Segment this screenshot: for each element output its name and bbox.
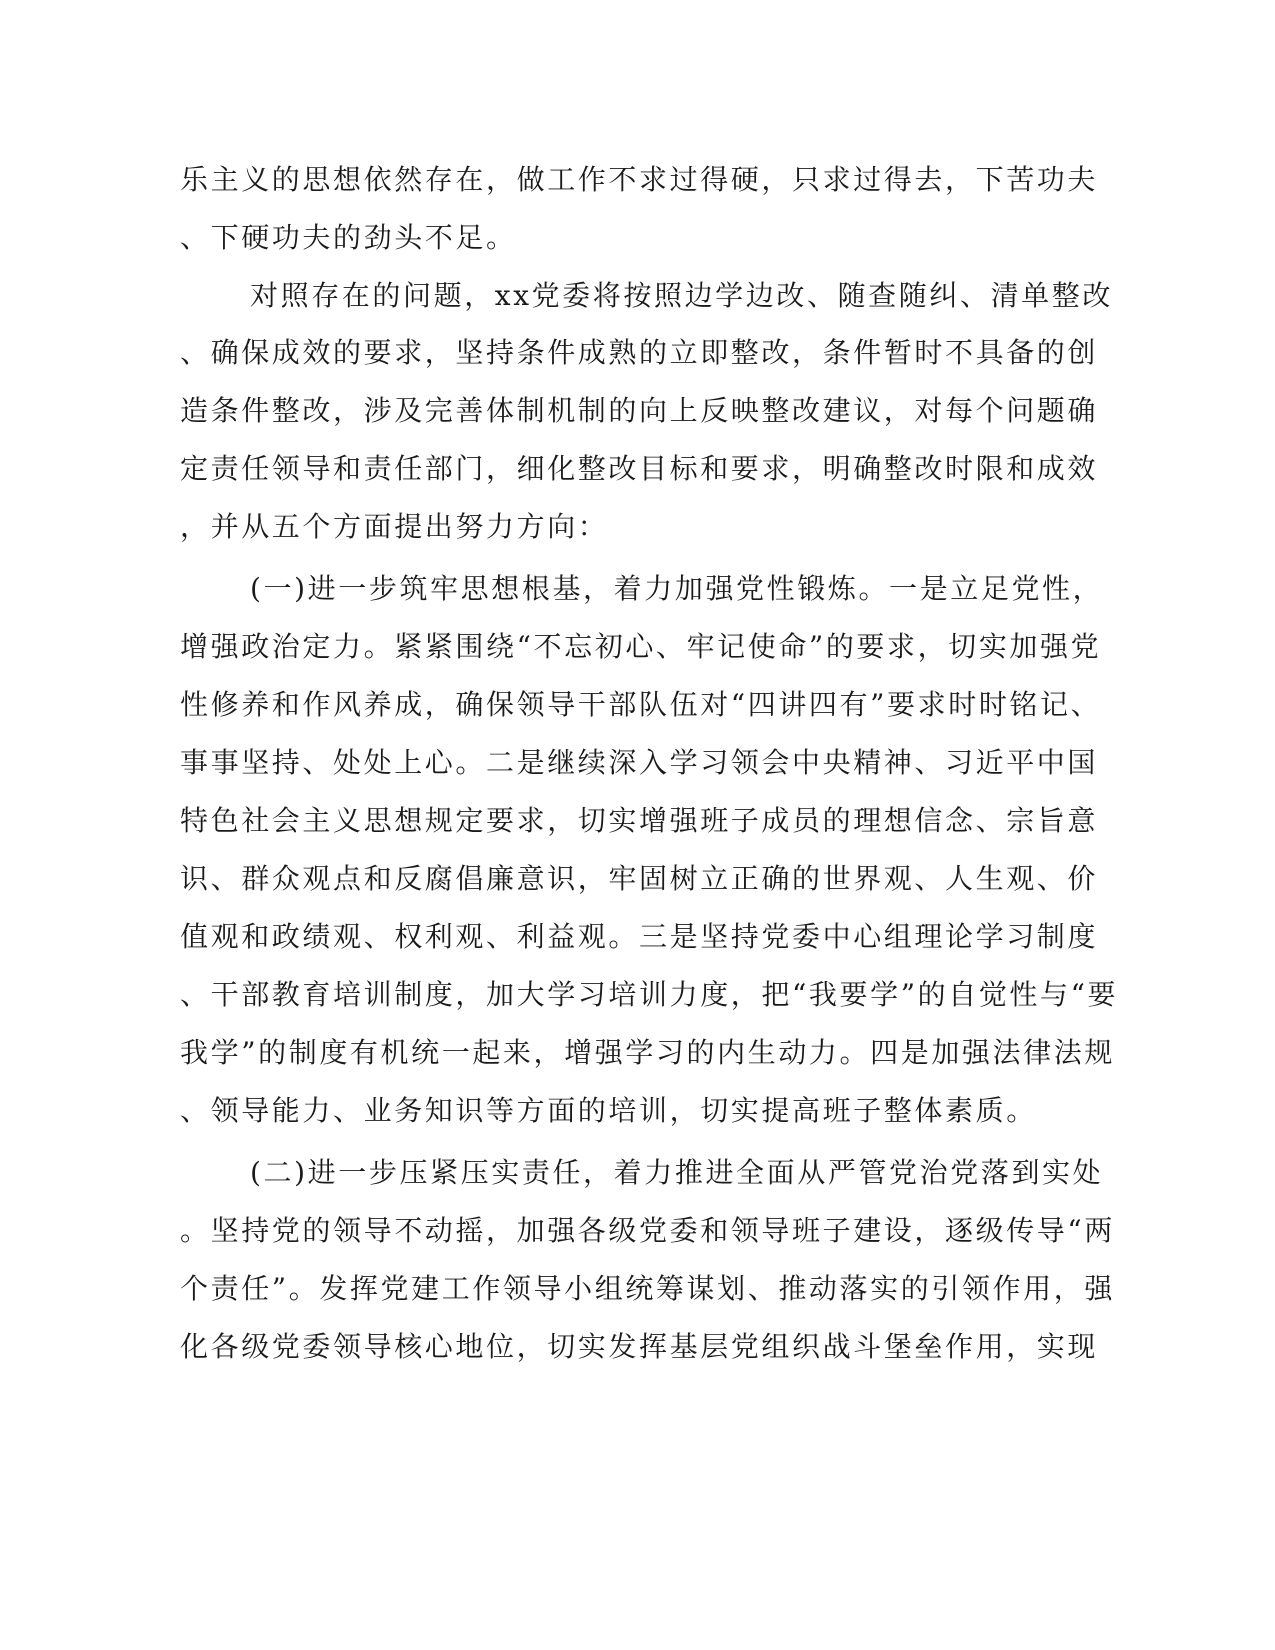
paragraph-start-line: (一)进一步筑牢思想根基，着力加强党性锻炼。一是立足党性， <box>250 572 1104 605</box>
text-line: 、确保成效的要求，坚持条件成熟的立即整改，条件暂时不具备的创 <box>180 336 1099 369</box>
text-line: 特色社会主义思想规定要求，切实增强班子成员的理想信念、宗旨意 <box>180 804 1099 837</box>
text-line: 值观和政绩观、权利观、利益观。三是坚持党委中心组理论学习制度 <box>180 920 1099 953</box>
text-line: ，并从五个方面提出努力方向： <box>180 510 609 543</box>
text-line: 、下硬功夫的劲头不足。 <box>180 221 517 254</box>
paragraph-start-line: (二)进一步压紧压实责任，着力推进全面从严管党治党落到实处 <box>250 1156 1104 1189</box>
text-line: 个责任”。发挥党建工作领导小组统筹谋划、推动落实的引领作用，强 <box>180 1272 1115 1305</box>
text-line: 我学”的制度有机统一起来，增强学习的内生动力。四是加强法律法规 <box>180 1036 1115 1069</box>
text-line: 、干部教育培训制度，加大学习培训力度，把“我要学”的自觉性与“要 <box>180 978 1119 1011</box>
text-line: 乐主义的思想依然存在，做工作不求过得硬，只求过得去，下苦功夫 <box>180 163 1099 196</box>
text-line: 增强政治定力。紧紧围绕“不忘初心、牢记使命”的要求，切实加强党 <box>180 630 1102 663</box>
text-line: 。坚持党的领导不动摇，加强各级党委和领导班子建设，逐级传导“两 <box>180 1214 1115 1247</box>
text-line: 化各级党委领导核心地位，切实发挥基层党组织战斗堡垒作用，实现 <box>180 1330 1099 1363</box>
paragraph-start-line: 对照存在的问题，xx党委将按照边学边改、随查随纠、清单整改 <box>250 279 1113 312</box>
text-line: 定责任领导和责任部门，细化整改目标和要求，明确整改时限和成效 <box>180 452 1099 485</box>
text-line: 识、群众观点和反腐倡廉意识，牢固树立正确的世界观、人生观、价 <box>180 862 1099 895</box>
text-line: 事事坚持、处处上心。二是继续深入学习领会中央精神、习近平中国 <box>180 746 1099 779</box>
text-line: 造条件整改，涉及完善体制机制的向上反映整改建议，对每个问题确 <box>180 394 1099 427</box>
text-line: 、领导能力、业务知识等方面的培训，切实提高班子整体素质。 <box>180 1094 1037 1127</box>
text-line: 性修养和作风养成，确保领导干部队伍对“四讲四有”要求时时铭记、 <box>180 688 1102 721</box>
